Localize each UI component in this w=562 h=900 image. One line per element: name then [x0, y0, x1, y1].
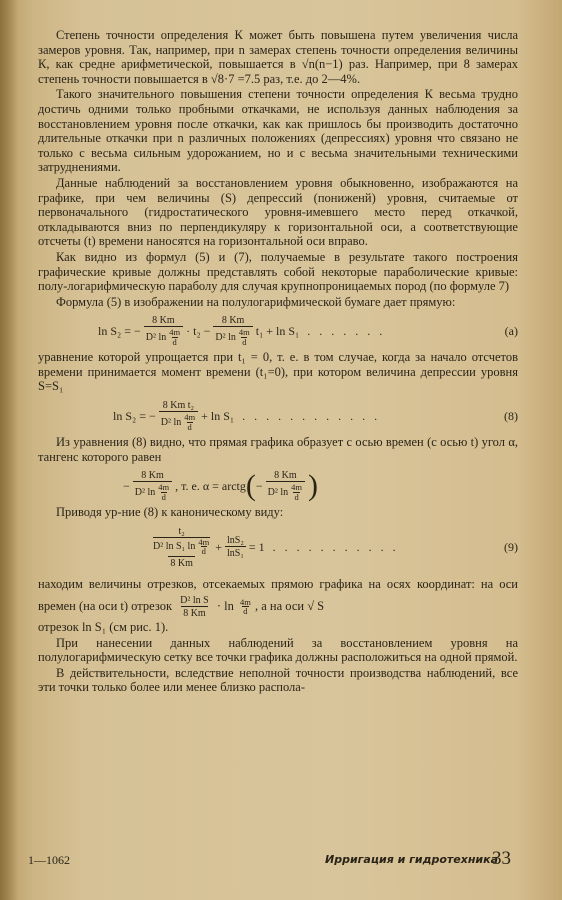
- tan-inner-small-den: d: [294, 491, 299, 502]
- tan-small-frac: [157, 483, 170, 501]
- paragraph-7: Из уравнения (8) видно, что прямая графика образует с осью времен (с осью t) угол α, тангенс которого равен: [38, 435, 518, 464]
- eq-8-numerator: 8 Km t₂: [162, 400, 195, 412]
- page-edge-shadow: [0, 0, 18, 900]
- eq-a-f2-small-frac: [238, 328, 251, 346]
- paragraph-1: Степень точности определения К может быть повышена путем увеличения числа замеров уровня. Так, например, при n замерах степень точности определения величины К, как средне арифметической, повышается в √n(n−1) раз. Например, при 8 замерах степень точности повышается в √8·7 =7.5 раз, т.е. до 2—4%.: [38, 28, 518, 86]
- tan-open-paren: (: [245, 468, 256, 502]
- segment-ln: · ln: [216, 598, 234, 613]
- eq-8-small-num: 4m: [184, 412, 196, 423]
- eq-8-denominator: [159, 411, 198, 431]
- paragraph-6: уравнение которой упрощается при t₁ = 0, т. е. в том случае, когда за начало отсчетов времени принимается момент времени (t₁=0), при котором величина депрессии уровня S=S₁: [38, 350, 518, 394]
- eq-a-label: (a): [504, 323, 518, 338]
- eq-9-fraction-2: [225, 535, 246, 559]
- eq-9-top-small-frac: [197, 538, 210, 556]
- body-text: [38, 28, 518, 696]
- eq-9-f2-denominator: lnS₁: [226, 548, 244, 560]
- tan-close-paren: ): [308, 468, 319, 502]
- segment-small-den: d: [243, 606, 248, 617]
- equation-8: [113, 400, 518, 431]
- tan-small-num: 4m: [158, 482, 170, 493]
- paragraph-8: Приводя ур-ние (8) к каноническому виду:: [56, 505, 284, 520]
- eq-a-f1-denominator: [144, 326, 183, 346]
- eq-9-dots: . . . . . . . . . . .: [272, 540, 399, 555]
- eq-9-top-small-num: 4m: [198, 536, 210, 547]
- paragraph-9-b: , а на оси √ S: [254, 598, 325, 613]
- segment-fraction: [178, 595, 211, 619]
- tan-small-den: d: [161, 491, 166, 502]
- page-number: 33: [492, 848, 511, 869]
- eq-8-dots: . . . . . . . . . . . .: [242, 408, 381, 423]
- eq-9-top-small-den: d: [201, 546, 206, 557]
- eq-8-small-den: d: [187, 421, 192, 432]
- eq-8-den-text: D² ln: [160, 416, 182, 428]
- eq-9-top-num: t₂: [178, 525, 185, 537]
- paragraph-2: Такого значительного повышения степени точности определения К весьма трудно достичь одними только пробными откачками, не используя данных наблюдения за восстановлением уровня после откачки, как как пришлось бы производить достаточно длительные откачки при n различных положениях (депрессиях) уровня что связано не только с весьма сильным удорожанием, но и с весьма значительными техническими затруднениями.: [38, 87, 518, 175]
- tan-inner-fraction: [266, 470, 305, 501]
- tan-inner-numerator: 8 Km: [274, 470, 297, 482]
- eq-9-bottom: 8 Km: [170, 557, 193, 569]
- equation-tangent: [123, 470, 518, 501]
- eq-8-small-frac: [183, 413, 196, 431]
- tan-inner-den-text: D² ln: [267, 486, 289, 498]
- tan-denominator: [133, 481, 172, 501]
- paragraph-9-a: находим величины отрезков, отсекаемых прямою графика на осях координат: на оси времен (на оси t) отрезок: [38, 576, 518, 613]
- eq-a-lhs: ln S₂ = −: [98, 323, 141, 338]
- paragraph-3: Данные наблюдений за восстановлением уровня обыкновенно, изображаются на графике, при чем величины (S) депрессий (пониженй) уровня, считаемые от первоначального (гидростатического уровня-имевшего место перед откачкой, откладываются вниз по перпендикуляру к горизонтальной оси, а соответствующие отсчеты (t) времени наносятся на горизонтальной оси вправо.: [38, 175, 518, 249]
- eq-a-f1-small-frac: [168, 328, 181, 346]
- eq-9-tail: = 1: [248, 540, 265, 555]
- tan-numerator: 8 Km: [141, 470, 164, 482]
- eq-a-f2-small-num: 4m: [238, 327, 250, 338]
- tan-fraction: [133, 470, 172, 501]
- eq-a-f1-numerator: 8 Km: [152, 315, 175, 327]
- eq-a-f1-small-den: d: [172, 336, 177, 347]
- eq-a-tail: t₁ + ln S₁: [255, 323, 300, 338]
- eq-9-top: [151, 526, 212, 556]
- eq-a-mid: · t₂ −: [186, 323, 211, 338]
- page-footer: [0, 850, 562, 874]
- tan-inner-lead: −: [255, 478, 263, 493]
- segment-numerator: D² ln S: [180, 594, 209, 606]
- eq-a-dots: . . . . . . .: [307, 323, 386, 338]
- equation-a: [98, 315, 518, 346]
- eq-8-lhs: ln S₂ = −: [113, 408, 156, 423]
- paragraph-9-c: отрезок ln S₁ (см рис. 1).: [38, 619, 169, 634]
- eq-a-f1-den-text: D² ln: [145, 331, 167, 343]
- paragraph-4: Как видно из формул (5) и (7), получаемые в результате такого построения графические кривые должны представлять собой некоторые параболические кривые: полу-логарифмическую параболу для случая крупнопроницаемых пород (по формуле 7): [38, 249, 518, 294]
- tan-inner-denominator: [266, 481, 305, 501]
- eq-a-f2-denominator: [213, 326, 252, 346]
- equation-9: [148, 526, 518, 569]
- tan-mid: , т. е. α = arctg: [175, 478, 246, 493]
- paragraph-11: В действительности, вследствие неполной точности производства наблюдений, все эти точки только более или менее близко распола-: [38, 665, 518, 695]
- eq-8-tail: + ln S₁: [201, 408, 235, 423]
- tan-inner-small-num: 4m: [291, 482, 303, 493]
- eq-a-f2-small-den: d: [242, 336, 247, 347]
- footer-print-code: 1—1062: [28, 853, 70, 867]
- footer-journal-title: Ирригация и гидротехника: [325, 853, 499, 866]
- eq-9-f2-numerator: lnS₂: [226, 535, 244, 547]
- eq-8-fraction: [159, 400, 198, 431]
- eq-9-label: (9): [504, 540, 518, 555]
- eq-9-top-den: [153, 537, 210, 556]
- eq-a-f2-den-text: D² ln: [215, 331, 236, 343]
- eq-8-label: (8): [504, 408, 518, 423]
- eq-a-f1-small-num: 4m: [169, 327, 181, 338]
- eq-a-fraction-2: [213, 315, 252, 346]
- paragraph-5: Формула (5) в изображении на полулогарифмической бумаге дает прямую:: [56, 294, 456, 309]
- segment-small-num: 4m: [239, 596, 251, 607]
- eq-9-compound-fraction: [151, 526, 212, 569]
- tan-lead: −: [123, 478, 130, 493]
- paragraph-9: [38, 573, 518, 619]
- tan-den-text: D² ln: [134, 486, 156, 498]
- paragraph-10: При нанесении данных наблюдений за восстановлением уровня на полулогарифмическую сетку все точки графика должны расположиться на одной прямой.: [38, 635, 518, 665]
- eq-9-top-den-text: D² ln S₁ ln: [153, 541, 196, 553]
- tan-inner-small-frac: [290, 483, 303, 501]
- eq-a-f2-numerator: 8 Km: [221, 315, 245, 327]
- eq-a-fraction-1: [144, 315, 183, 346]
- segment-small-frac: [239, 598, 252, 616]
- eq-9-plus: +: [215, 540, 222, 555]
- segment-denominator: 8 Km: [183, 607, 206, 619]
